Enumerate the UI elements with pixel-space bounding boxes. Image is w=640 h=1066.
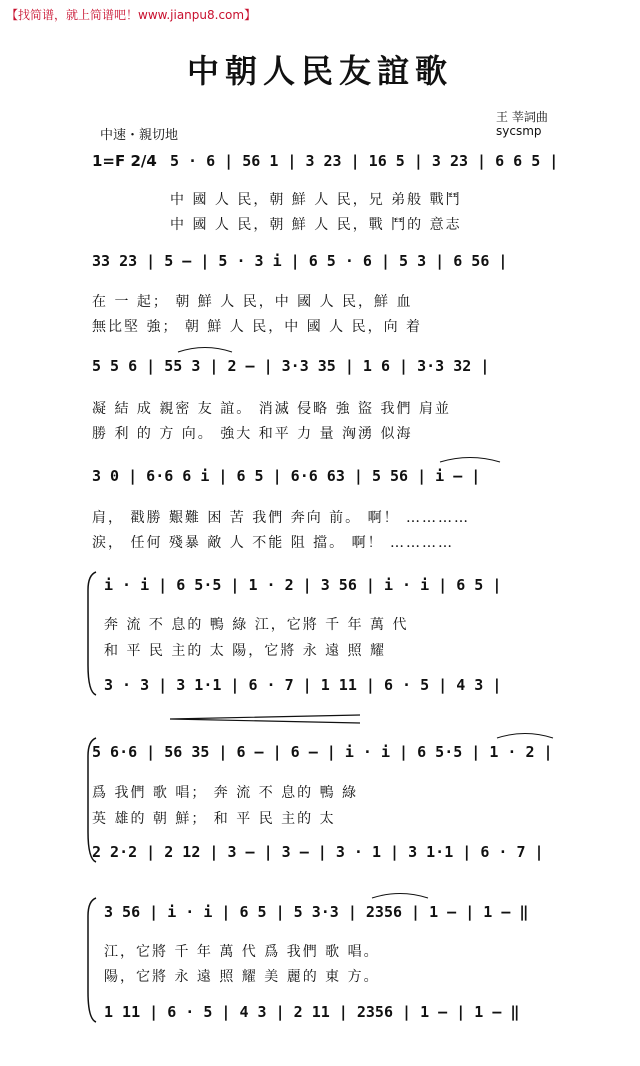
- system-2-lyrics-verse-2: 無比堅 強； 朝 鮮 人 民，中 國 人 民，向 着: [92, 319, 423, 335]
- system-3-lyrics-verse-2: 勝 利 的 方 向。 強大 和平 力 量 洶湧 似海: [92, 426, 413, 442]
- decrescendo-hairpin: [170, 715, 360, 723]
- system-5-brace: [88, 572, 96, 695]
- system-6-notes: 5 6·6 | 56 35 | 6 — | 6 — | i · i | 6 5·5 | 1 · 2 |: [92, 743, 553, 761]
- system-7-brace: [88, 898, 96, 1022]
- system-6-lower-notes: 2 2·2 | 2 12 | 3 — | 3 — | 3 · 1 | 3 1·1 | 6 · 7 |: [92, 843, 544, 861]
- system-7-lyrics-verse-1: 江，它將 千 年 萬 代 爲 我們 歌 唱。: [104, 944, 380, 960]
- system-7-notes: 3 56 | i · i | 6 5 | 5 3·3 | 2356 | 1 — | 1 — ‖: [104, 903, 529, 921]
- song-title: 中朝人民友誼歌: [186, 52, 453, 90]
- system-4-lyrics-verse-2: 涙， 任何 殘暴 敵 人 不能 阻 擋。 啊！ …………: [92, 535, 455, 551]
- system-7-slur: [372, 894, 428, 899]
- system-4-notes: 3 0 | 6·6 6 i | 6 5 | 6·6 63 | 5 56 | i — |: [92, 467, 481, 485]
- uploader-credit: sycsmp: [496, 124, 542, 138]
- system-6-lyrics-verse-2: 英 雄的 朝 鮮； 和 平 民 主的 太: [92, 811, 336, 827]
- system-4-slur: [440, 458, 500, 463]
- key-signature: 1=F 2/4: [92, 152, 157, 170]
- system-3-notes: 5 5 6 | 55 3 | 2 — | 3·3 35 | 1 6 | 3·3 32 |: [92, 357, 490, 375]
- system-1-lyrics-verse-1: 中 國 人 民，朝 鮮 人 民，兄 弟般 戰鬥: [170, 192, 462, 208]
- system-5-lower-notes: 3 · 3 | 3 1·1 | 6 · 7 | 1 11 | 6 · 5 | 4 3 |: [104, 676, 502, 694]
- system-4-lyrics-verse-1: 肩， 戳勝 艱難 困 苦 我們 奔向 前。 啊！ …………: [92, 510, 471, 526]
- system-1-notes: 5 · 6 | 56 1 | 3 23 | 16 5 | 3 23 | 6 6 5 |: [170, 152, 559, 170]
- system-3-slur: [178, 348, 232, 353]
- system-1-lyrics-verse-2: 中 國 人 民，朝 鮮 人 民，戰 鬥的 意志: [170, 217, 462, 233]
- site-header: 【找简谱，就上简谱吧！www.jianpu8.com】: [6, 8, 257, 22]
- system-2-notes: 33 23 | 5 — | 5 · 3 i | 6 5 · 6 | 5 3 | 6 56 |: [92, 252, 508, 270]
- system-6-slur: [497, 734, 553, 739]
- system-2-lyrics-verse-1: 在 一 起； 朝 鮮 人 民，中 國 人 民，鮮 血: [92, 294, 413, 310]
- system-3-lyrics-verse-1: 凝 結 成 親密 友 誼。 消滅 侵略 強 盜 我們 肩並: [92, 401, 451, 417]
- system-7-lyrics-verse-2: 陽，它將 永 遠 照 耀 美 麗的 東 方。: [104, 969, 380, 985]
- system-7-lower-notes: 1 11 | 6 · 5 | 4 3 | 2 11 | 2356 | 1 — | 1 — ‖: [104, 1003, 520, 1021]
- system-5-lyrics-verse-1: 奔 流 不 息的 鴨 綠 江，它將 千 年 萬 代: [104, 617, 409, 633]
- system-6-lyrics-verse-1: 爲 我們 歌 唱； 奔 流 不 息的 鴨 綠: [92, 785, 359, 801]
- system-6-brace: [88, 738, 96, 862]
- system-5-lyrics-verse-2: 和 平 民 主的 太 陽，它將 永 遠 照 耀: [104, 643, 387, 659]
- system-5-notes: i · i | 6 5·5 | 1 · 2 | 3 56 | i · i | 6 5 |: [104, 576, 502, 594]
- tempo-marking: 中速・親切地: [100, 128, 179, 143]
- author-credit: 王 莘詞曲: [496, 110, 548, 124]
